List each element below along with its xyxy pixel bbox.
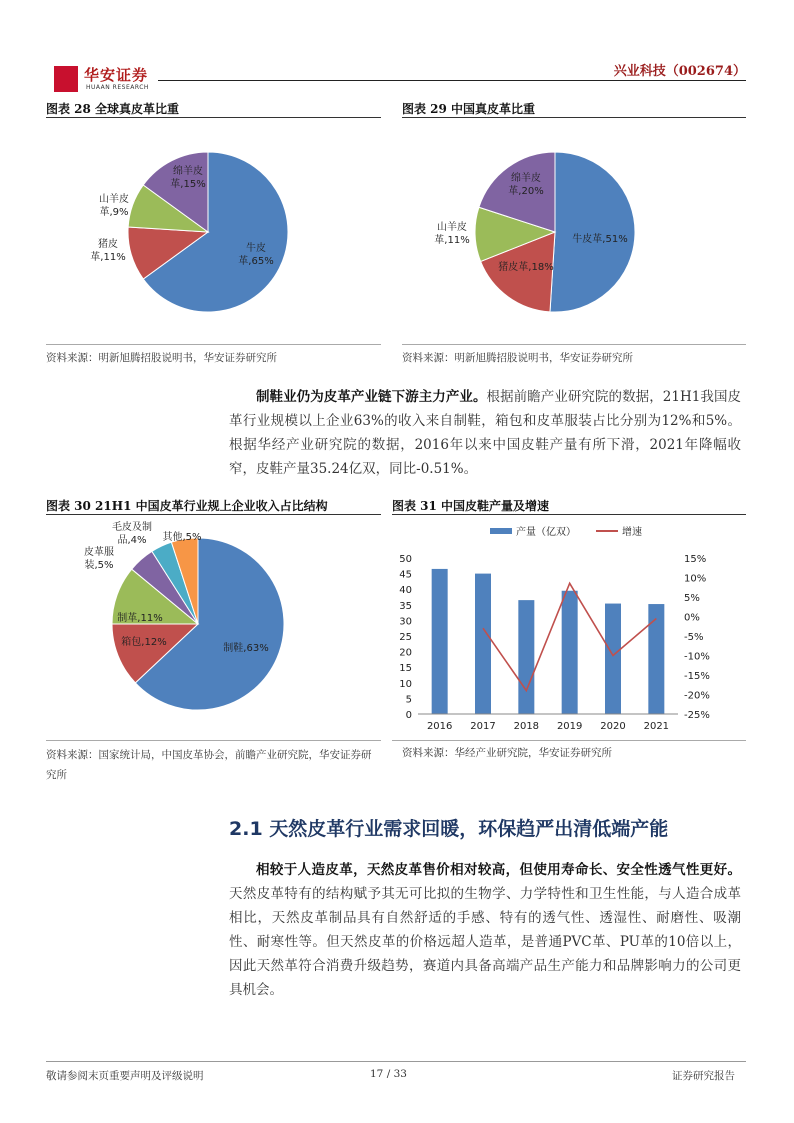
fig30-source: 资料来源：国家统计局，中国皮革协会，前瞻产业研究院，华安证券研究所 <box>46 749 372 781</box>
fig31-legend-bar-label: 产量（亿双） <box>516 527 576 538</box>
fig31-bar-2020 <box>605 604 621 714</box>
fig31-right-tick: -5% <box>684 632 704 643</box>
fig29-slice-0 <box>550 152 635 312</box>
fig28-label-1: 猪皮革,11% <box>90 239 126 263</box>
fig31-combo-chart <box>392 518 746 736</box>
fig31-right-tick: -15% <box>684 671 710 682</box>
fig30-label-3: 皮革服装,5% <box>84 547 114 571</box>
fig29-source: 资料来源：明新旭腾招股说明书，华安证券研究所 <box>402 352 633 364</box>
fig31-x-tick: 2021 <box>643 721 670 732</box>
fig31-bar-2019 <box>562 591 578 714</box>
fig31-right-tick: 15% <box>684 554 707 565</box>
fig31-right-tick: -10% <box>684 651 710 663</box>
logo-subtext: HUAAN RESEARCH <box>86 84 149 91</box>
fig31-left-tick: 25 <box>399 632 412 643</box>
fig31-left-tick: 35 <box>399 600 412 612</box>
fig28-label-2: 山羊皮革,9% <box>99 194 129 218</box>
section-heading: 2.1 天然皮革行业需求回暖，环保趋严出清低端产能 <box>229 818 669 840</box>
fig31-left-tick: 30 <box>399 616 412 628</box>
fig31-right-tick: 0% <box>684 612 700 624</box>
fig31-x-tick: 2018 <box>513 721 540 732</box>
fig31-bar-2021 <box>648 604 664 714</box>
fig31-x-tick: 2019 <box>556 721 583 732</box>
fig31-bar-2018 <box>518 600 534 714</box>
fig31-title: 图表 31 中国皮鞋产量及增速 <box>392 499 550 513</box>
fig30-rule <box>46 514 381 515</box>
fig31-left-tick: 0 <box>405 710 412 721</box>
paragraph-lead: 制鞋业仍为皮革产业链下游主力产业。 <box>256 389 487 405</box>
fig31-left-tick: 10 <box>399 678 412 690</box>
fig29-title: 图表 29 中国真皮革比重 <box>402 102 536 116</box>
fig28-label-3: 绵羊皮革,15% <box>170 166 206 190</box>
fig31-legend-bar-swatch <box>490 528 512 534</box>
fig28-bottom-rule <box>46 344 381 345</box>
fig31-bottom-rule <box>392 740 746 741</box>
fig28-label-0: 牛皮革,65% <box>238 243 274 267</box>
fig31-x-tick: 2020 <box>600 721 626 732</box>
fig31-left-tick: 50 <box>399 554 412 565</box>
company-logo-mark <box>54 66 78 92</box>
footer-report-type: 证券研究报告 <box>672 1070 735 1082</box>
paragraph-lead: 相较于人造皮革，天然皮革售价相对较高，但使用寿命长、安全性透气性更好。 <box>256 862 741 878</box>
fig31-rule <box>392 514 746 515</box>
fig31-left-tick: 40 <box>399 585 412 597</box>
footer-divider <box>46 1061 746 1062</box>
fig29-label-2: 山羊皮革,11% <box>434 222 470 246</box>
footer-disclaimer: 敬请参阅末页重要声明及评级说明 <box>46 1070 204 1082</box>
fig30-pie-chart <box>46 520 381 735</box>
paragraph-shoe-industry <box>229 385 741 481</box>
fig31-legend-line-label: 增速 <box>622 527 642 538</box>
fig30-label-5: 其他,5% <box>162 532 202 543</box>
fig29-rule <box>402 117 746 118</box>
fig31-right-tick: 5% <box>684 593 700 604</box>
fig30-bottom-rule <box>46 740 381 741</box>
header-divider <box>158 80 746 81</box>
fig28-source: 资料来源：明新旭腾招股说明书，华安证券研究所 <box>46 352 277 364</box>
fig29-label-0: 牛皮革,51% <box>572 234 628 245</box>
logo-text: 华安证券 <box>84 66 149 84</box>
fig30-label-4: 毛皮及制品,4% <box>112 522 152 546</box>
fig29-label-1: 猪皮革,18% <box>498 262 554 273</box>
stock-title: 兴业科技（002674） <box>613 64 746 79</box>
fig31-left-tick: 45 <box>399 569 412 581</box>
page-number: 17 / 33 <box>370 1068 407 1080</box>
fig29-label-3: 绵羊皮革,20% <box>508 173 544 197</box>
paragraph-body: 天然皮革特有的结构赋予其无可比拟的生物学、力学特性和卫生性能，与人造合成革相比，天然皮革制品具有自然舒适的手感、特有的透气性、透湿性、耐磨性、吸潮性、耐寒性等。但天然皮革的价格远超人造革，是普通PVC革、PU革的10倍以上，因此天然革符合消费升级趋势，赛道内具备高端产品生产能力和品牌影响力的公司更具机会。 <box>229 886 741 998</box>
paragraph-body: 根据前瞻产业研究院的数据，21H1我国皮革行业规模以上企业63%的收入来自制鞋，箱包和皮革服装占比分别为12%和5%。根据华经产业研究院的数据，2016年以来中国皮鞋产量有所下滑，2021年降幅收窄，皮鞋产量35.24亿双，同比-0.51%。 <box>229 389 742 477</box>
fig31-bar-2016 <box>432 569 448 714</box>
fig31-source: 资料来源：华经产业研究院，华安证券研究所 <box>402 747 612 759</box>
fig29-bottom-rule <box>402 344 746 345</box>
fig31-right-tick: -20% <box>684 690 710 702</box>
fig28-pie-chart <box>46 130 381 340</box>
fig30-label-0: 制鞋,63% <box>223 643 269 654</box>
fig30-title: 图表 30 21H1 中国皮革行业规上企业收入占比结构 <box>46 499 328 513</box>
fig31-left-tick: 15 <box>399 663 412 675</box>
fig31-x-tick: 2017 <box>470 721 496 732</box>
fig31-bar-2017 <box>475 574 491 714</box>
fig31-x-tick: 2016 <box>426 721 453 732</box>
fig30-label-1: 箱包,12% <box>121 637 167 648</box>
fig29-pie-chart <box>402 130 746 340</box>
fig28-title: 图表 28 全球真皮革比重 <box>46 102 180 116</box>
fig31-right-tick: -25% <box>684 710 710 721</box>
fig30-label-2: 制革,11% <box>117 613 163 624</box>
paragraph-natural-leather <box>229 858 741 1002</box>
fig31-left-tick: 5 <box>405 694 412 706</box>
fig31-right-tick: 10% <box>684 573 707 585</box>
fig28-rule <box>46 117 381 118</box>
fig31-left-tick: 20 <box>399 647 412 659</box>
